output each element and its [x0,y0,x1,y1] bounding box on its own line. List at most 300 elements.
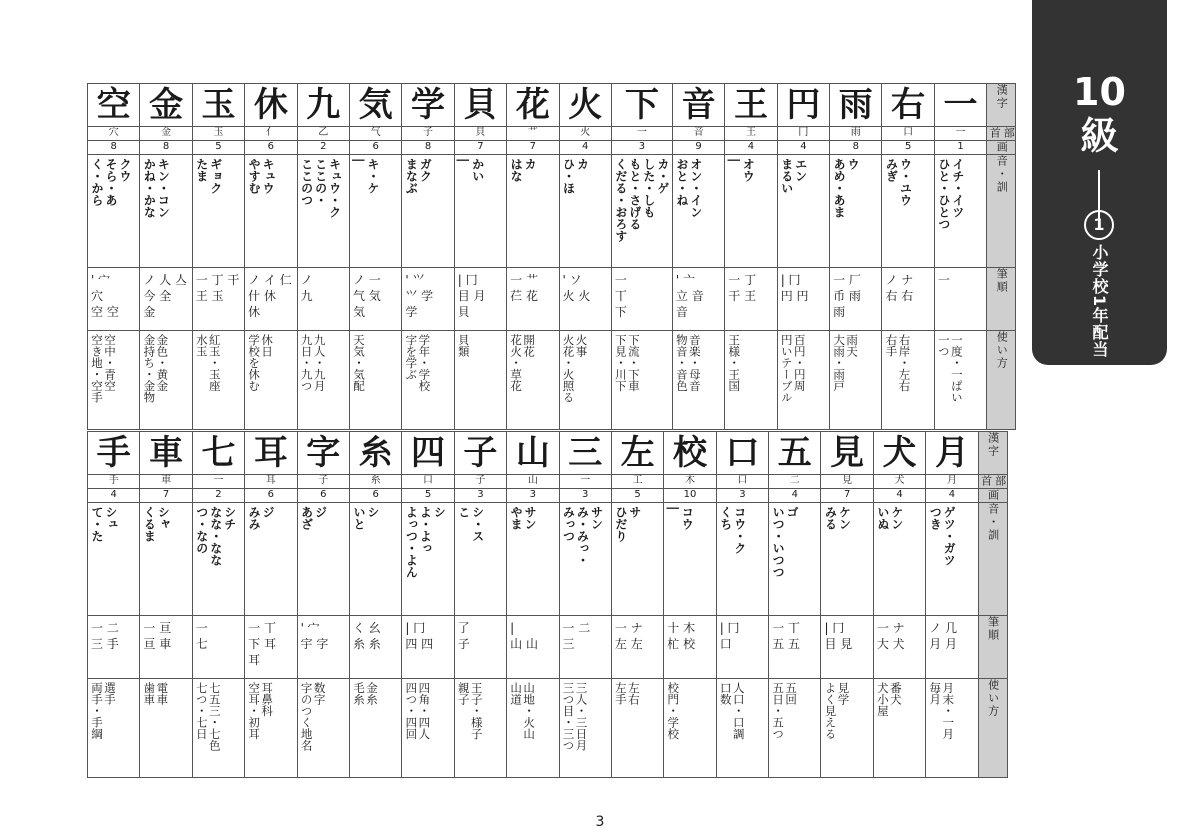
bushu-text: 口 [423,475,434,486]
grade-tab [1032,0,1167,365]
reading-cell [882,155,934,268]
reading-cell [507,155,559,268]
bushu-text: 金 [161,127,172,138]
stroke-order-text: 一 艹 芢 花 [510,273,538,303]
stroke-order-text: | 冂 目 見 [824,621,853,651]
kanji-cell [349,432,401,475]
reading-text: キュウ・ク ここの・ ここのつ [299,158,342,218]
bushu-cell [140,127,192,141]
kanji-cell [140,432,192,475]
row-label-kakusu [978,489,1007,503]
kanji-cell [873,432,925,475]
reading-cell [672,155,724,268]
usage-text: 雨天 大雨・雨戸 [832,334,860,392]
row-label-text: 漢字 [986,432,1000,458]
kanji-table-top [87,83,1016,430]
kanji-cell [88,84,140,127]
reading-cell [725,155,777,268]
kanji-text: 玉 [201,85,236,125]
usage-cell [88,679,140,778]
kanji-cell [507,432,559,475]
bushu-text: 玉 [213,127,224,138]
stroke-count-cell [402,141,454,155]
row-label-bushu [978,475,1007,489]
stroke-order-text: ' 宀 宇 字 [300,621,329,651]
stroke-count-cell [934,141,986,155]
usage-cell [507,679,559,778]
reading-text: サン み・みっ・ みっつ [561,506,604,566]
usage-text: 天気・気配 [351,334,366,392]
usage-text: 数字 字のつく地名 [299,682,327,751]
reading-cell [245,503,297,616]
bushu-row [88,127,1016,141]
usage-cell [192,679,244,778]
usage-text: 金糸 毛糸 [351,682,379,705]
usage-cell [297,331,349,430]
stroke-count-cell [454,489,506,503]
reading-text: シュ て・た [90,506,118,542]
kanji-text: 右 [891,85,926,125]
usage-text: 四角・四人 四つ・四回 [404,682,432,740]
usage-cell [245,331,297,430]
stroke-order-cell [402,268,454,331]
reading-text: ジ あざ [299,506,328,530]
row-label-text: 画 [995,141,1009,154]
kanji-text: 金 [149,85,184,125]
stroke-count-text: 4 [948,489,956,500]
reading-cell [297,503,349,616]
stroke-order-cell [192,268,244,331]
bushu-text: 穴 [108,127,119,138]
bushu-text: 貝 [475,127,486,138]
stroke-order-cell [672,268,724,331]
reading-text: キ・ケ | [351,158,380,194]
stroke-count-cell [873,489,925,503]
stroke-count-cell [454,141,506,155]
stroke-order-text: 一 丁 干 王 [728,273,757,303]
bushu-cell [672,127,724,141]
bushu-cell [402,475,454,489]
usage-text: 休日 学校を休む [247,334,275,392]
usage-text: 見学 よく見える [823,682,851,740]
bushu-cell [297,127,349,141]
bushu-cell [777,127,829,141]
kanji-cell [611,84,672,127]
reading-text: エン まるい [779,158,808,194]
bushu-text: 一 [636,127,647,138]
usage-cell [821,679,873,778]
reading-cell [297,155,349,268]
stroke-count-text: 4 [800,141,807,152]
usage-cell [402,679,454,778]
stroke-count-text: 3 [477,489,484,500]
row-label-text: 使い方 [986,679,1000,718]
reading-text: ゴ いつ・いつつ [771,506,800,578]
bushu-cell [402,127,454,141]
kanji-text: 左 [620,433,655,473]
usage-text: 七五三・七色 七つ・七日 [194,682,222,751]
stroke-count-cell [349,141,401,155]
stroke-order-text: 一 丁 干 王 玉 [195,273,240,303]
bushu-text: 木 [684,475,695,486]
kanji-text: 学 [411,85,446,125]
stroke-count-cell [559,489,611,503]
bushu-cell [245,475,297,489]
stroke-count-text: 6 [372,489,379,500]
stroke-order-text: ' 亠 立 音 音 [675,273,704,319]
stroke-order-text: | 冂 口 [719,621,740,651]
reading-text: イチ・イツ ひと・ひとつ [936,158,965,230]
reading-text: キン・コン かね・かな [142,158,171,218]
usage-text: 王子・様子 親子 [456,682,484,740]
reading-cell [454,155,506,268]
bushu-text: 火 [580,127,591,138]
kanji-cell [716,432,768,475]
usage-text: 耳鼻科 空耳・初耳 [247,682,275,740]
kanji-text: 七 [201,433,236,473]
bushu-cell [934,127,986,141]
bushu-text: 子 [318,475,329,486]
kanji-cell [664,432,716,475]
stroke-count-text: 5 [215,141,222,152]
usage-cell [192,331,244,430]
bushu-text: 二 [789,475,800,486]
kanji-text: 花 [515,85,550,125]
kanji-text: 三 [568,433,603,473]
bushu-cell [821,475,873,489]
stroke-count-text: 8 [162,141,170,152]
kanji-text: 糸 [358,433,393,473]
stroke-count-text: 4 [747,141,755,152]
kanji-cell [192,432,244,475]
bushu-text: 口 [903,127,914,138]
reading-text: ケン いぬ [875,506,904,530]
stroke-count-cell [192,489,244,503]
reading-cell [349,155,401,268]
stroke-count-row [88,141,1016,155]
bushu-cell [611,475,663,489]
stroke-count-cell [140,489,192,503]
reading-cell [245,155,297,268]
reading-text: コウ・ク くち [718,506,747,554]
stroke-count-cell [297,489,349,503]
usage-cell [140,331,192,430]
bushu-cell [88,127,140,141]
stroke-order-cell [245,268,297,331]
stroke-count-text: 5 [634,489,641,500]
reading-cell [192,503,244,616]
usage-cell [507,331,559,430]
page-number: 3 [595,814,605,830]
reading-text: ゲツ・ガツ つき [928,506,957,566]
row-label-yomi [978,503,1007,616]
stroke-order-cell [402,616,454,679]
bushu-text: 工 [632,475,643,486]
bushu-cell [611,127,672,141]
stroke-order-text: ノ 人 亼 今 全 金 [143,273,188,319]
reading-cell [402,503,454,616]
usage-text: 音楽・母音 物音・音色 [674,334,702,392]
usage-text: 一度・一ぱい 一つ [936,334,964,403]
row-label-text: 部首 [979,475,1007,488]
bushu-text: 犬 [894,475,905,486]
stroke-order-text: 一 七 [195,621,208,651]
stroke-order-text: 一 [937,273,950,287]
stroke-count-cell [140,141,192,155]
bushu-text: 艹 [527,127,538,138]
bushu-text: 月 [946,475,957,486]
reading-text: コウ | [666,506,695,530]
stroke-order-cell [507,616,559,679]
kanji-text: 九 [306,85,341,125]
usage-row [88,331,1016,430]
kanji-text: 円 [786,85,821,125]
kanji-cell [192,84,244,127]
kanji-cell [725,84,777,127]
usage-cell [769,679,821,778]
usage-cell [934,331,986,430]
bushu-cell [297,475,349,489]
kanji-text: 気 [358,85,393,125]
usage-cell [611,331,672,430]
row-label-text: 音・訓 [986,503,1000,542]
kanji-text: 校 [672,433,707,473]
row-label-kanji [978,432,1007,475]
kanji-text: 見 [830,433,865,473]
reading-text: シ・ス こ [456,506,485,542]
kanji-cell [402,84,454,127]
usage-cell [349,331,401,430]
reading-cell [349,503,401,616]
kanji-cell [926,432,978,475]
stroke-order-cell [926,616,978,679]
kanji-cell [88,432,140,475]
reading-text: ウ あめ・あま [832,158,861,218]
reading-text: オン・イン おと・ね [674,158,703,218]
reading-cell [507,503,559,616]
reading-cell [559,155,611,268]
stroke-count-text: 2 [320,141,327,152]
stroke-count-text: 6 [267,141,275,152]
usage-cell [664,679,716,778]
section-number: 1 [1084,210,1114,240]
stroke-order-cell [664,616,716,679]
reading-cell [140,155,192,268]
stroke-count-text: 5 [424,489,432,500]
bushu-cell [192,127,244,141]
reading-cell [88,503,140,616]
reading-text: クウ そら・あ く・から [90,158,132,206]
stroke-order-cell [140,268,192,331]
kanji-cell [349,84,401,127]
bushu-cell [559,475,611,489]
reading-text: シ いと [351,506,380,530]
stroke-order-cell [559,268,611,331]
stroke-order-cell [454,268,506,331]
usage-cell [454,331,506,430]
reading-cell [559,503,611,616]
kanji-cell [454,84,506,127]
reading-text: シャ くるま [142,506,171,542]
stroke-count-cell [777,141,829,155]
reading-cell [454,503,506,616]
grade-number: 10 [1073,70,1126,114]
stroke-order-text: 了 子 [457,621,470,651]
stroke-order-cell [297,268,349,331]
usage-text: 九人・九月 九日・九つ [299,334,327,392]
usage-text: 五回 五日・五つ [771,682,799,740]
usage-text: 空中・青空 空き地・空手 [90,334,117,403]
stroke-order-text: 十 木 杧 校 [667,621,696,651]
usage-text: 金色・黄金 金持ち・金物 [142,334,170,403]
kanji-cell [611,432,663,475]
kanji-cell [507,84,559,127]
stroke-order-cell [559,616,611,679]
bushu-cell [882,127,934,141]
stroke-count-cell [245,141,297,155]
stroke-order-cell [349,268,401,331]
usage-text: 左右 左手 [613,682,641,705]
stroke-count-cell [611,141,672,155]
stroke-order-cell [88,268,140,331]
reading-cell [88,155,140,268]
stroke-order-text: 一 丅 下 [614,273,627,319]
stroke-order-text: | 冂 円 円 [780,273,809,303]
kanji-text: 五 [777,433,812,473]
stroke-count-cell [926,489,978,503]
stroke-order-cell [349,616,401,679]
bushu-row [88,475,1008,489]
reading-cell [716,503,768,616]
usage-text: 番犬 犬小屋 [875,682,903,717]
stroke-count-text: 3 [739,489,746,500]
bushu-text: 口 [737,475,748,486]
row-label-kanji [987,84,1016,127]
bushu-text: 王 [745,127,756,138]
stroke-count-text: 8 [852,141,859,152]
stroke-count-text: 8 [110,141,117,152]
reading-text: オウ | [727,158,756,182]
stroke-count-text: 10 [683,489,697,500]
usage-text: 火事 火花・火照る [561,334,589,403]
stroke-order-row [88,268,1016,331]
usage-cell [926,679,978,778]
kanji-cell [777,84,829,127]
stroke-count-cell [821,489,873,503]
usage-text: 貝類 [456,334,471,357]
usage-cell [297,679,349,778]
row-label-hitsujun [987,268,1016,331]
bushu-text: 子 [423,127,434,138]
bushu-cell [245,127,297,141]
kanji-text: 空 [96,85,131,125]
kanji-row [88,432,1008,475]
stroke-order-cell [507,268,559,331]
stroke-order-cell [297,616,349,679]
kanji-text: 下 [624,85,659,125]
usage-text: 月末・一月 毎月 [928,682,956,740]
bushu-cell [454,475,506,489]
reading-cell [769,503,821,616]
stroke-order-cell [88,616,140,679]
kanji-text: 貝 [463,85,498,125]
kanji-cell [297,84,349,127]
bushu-cell [454,127,506,141]
kanji-text: 耳 [253,433,288,473]
bushu-cell [873,475,925,489]
stroke-order-cell [716,616,768,679]
usage-cell [672,331,724,430]
bushu-cell [664,475,716,489]
stroke-order-text: | 山 山 [510,621,538,651]
row-label-text: 漢字 [995,84,1009,110]
stroke-count-cell [245,489,297,503]
usage-cell [245,679,297,778]
stroke-order-cell [777,268,829,331]
bushu-cell [507,475,559,489]
usage-cell [402,331,454,430]
reading-cell [140,503,192,616]
stroke-count-cell [725,141,777,155]
bushu-text: 一 [955,127,966,138]
kanji-cell [559,432,611,475]
stroke-order-cell [934,268,986,331]
row-label-text: 筆順 [986,616,1000,642]
bushu-cell [830,127,882,141]
usage-text: 王様・王国 [727,334,742,392]
bushu-text: 雨 [850,127,861,138]
stroke-count-text: 7 [529,141,536,152]
bushu-text: 音 [693,127,704,138]
row-label-text: 音・訓 [995,155,1009,194]
stroke-count-cell [559,141,611,155]
stroke-count-cell [88,141,140,155]
stroke-count-text: 6 [372,141,379,152]
stroke-order-text: ' 宀 穴 空 空 [91,273,119,319]
reading-cell [611,503,663,616]
reading-text: ジ みみ [247,506,276,530]
kanji-cell [140,84,192,127]
row-label-text: 筆順 [995,268,1009,294]
usage-text: 紅玉・玉座 水玉 [194,334,222,392]
stroke-order-cell [830,268,882,331]
stroke-order-text: 一 厂 币 雨 雨 [833,273,861,319]
usage-text: 人口・口調 口数 [718,682,746,740]
stroke-order-text: ノ ナ 右 右 [885,273,914,303]
stroke-count-text: 3 [529,489,536,500]
section-subtitle: 小学校1年配当 [1090,244,1109,359]
stroke-order-cell [454,616,506,679]
bushu-cell [88,475,140,489]
usage-text: 選手 両手・手綱 [90,682,117,740]
stroke-count-text: 4 [582,141,589,152]
stroke-order-cell [873,616,925,679]
reading-text: ギョク たま [194,158,223,194]
stroke-count-cell [88,489,140,503]
reading-text: サ ひだり [613,506,642,542]
reading-text: かい | [456,158,485,182]
stroke-order-cell [140,616,192,679]
reading-cell [934,155,986,268]
usage-text: 校門・学校 [666,682,681,740]
usage-cell [716,679,768,778]
stroke-order-cell [882,268,934,331]
reading-cell [611,155,672,268]
kanji-text: 雨 [838,85,873,125]
row-label-hitsujun [978,616,1007,679]
grade-kyu: 級 [1080,113,1119,158]
reading-text: シ よ・よっ よっつ・よん [404,506,447,578]
